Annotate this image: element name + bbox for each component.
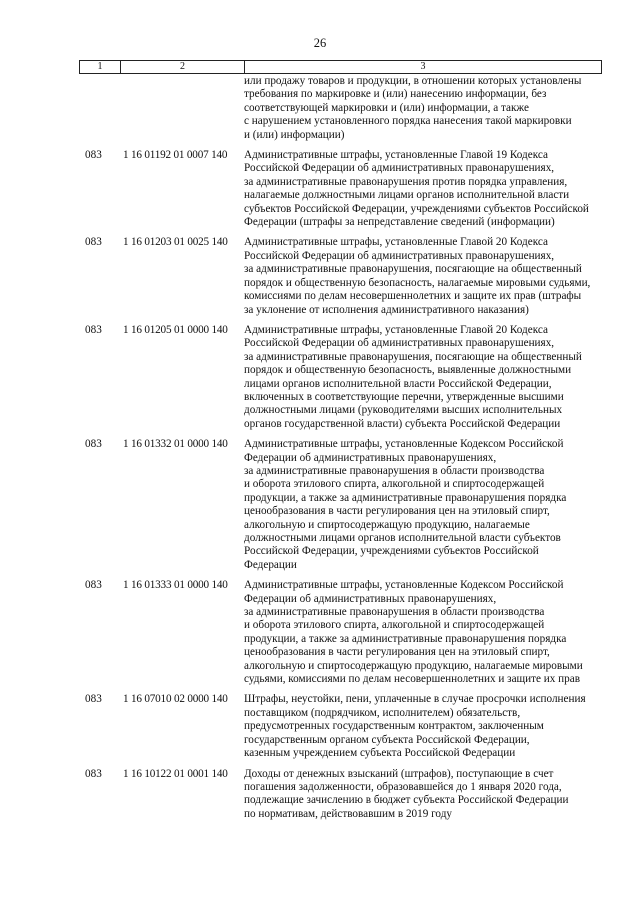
description-line: за административные правонарушения, посягающие на общественный — [244, 263, 582, 276]
header-col-2: 2 — [121, 61, 245, 73]
description-line: Российской Федерации, учреждениями субъектов Российской — [244, 545, 539, 558]
admin-code-cell — [79, 75, 120, 142]
description-line: или продажу товаров и продукции, в отношении которых установлены — [244, 75, 582, 87]
description-line: судьями, комиссиями по делам несовершеннолетних и защите их прав — [244, 673, 581, 686]
description-line: поставщиком (подрядчиком, исполнителем) обязательств, — [244, 706, 521, 719]
admin-code-cell: 083 — [85, 438, 102, 451]
description-line: Доходы от денежных взысканий (штрафов), поступающие в счет — [244, 767, 554, 780]
income-description-cell — [244, 768, 602, 822]
income-description-cell — [244, 693, 602, 760]
description-line: ценообразования в части регулирования цен на этиловый спирт, — [244, 505, 550, 518]
admin-code-cell: 083 — [85, 149, 102, 162]
description-line: и оборота этилового спирта, алкогольной и спиртосодержащей — [244, 619, 545, 632]
description-line: и оборота этилового спирта, алкогольной и спиртосодержащей — [244, 478, 545, 491]
income-description-cell — [244, 579, 602, 686]
table-header — [79, 60, 602, 74]
header-col-1: 1 — [80, 61, 121, 73]
income-description-cell — [244, 324, 602, 431]
description-line: погашения задолженности, образовавшейся до 1 января 2020 года, — [244, 780, 562, 793]
budget-classification-code-cell: 1 16 10122 01 0001 140 — [123, 767, 228, 780]
description-line: Российской Федерации об административных правонарушениях, — [244, 337, 555, 350]
income-description-cell — [244, 438, 602, 572]
table-body — [79, 75, 602, 821]
description-line: алкогольную и спиртосодержащую продукцию, налагаемые — [244, 518, 530, 531]
description-line: Административные штрафы, установленные Кодексом Российской — [244, 438, 564, 451]
income-description-cell — [244, 149, 602, 229]
description-line: продукции, а также за административные правонарушения порядка — [244, 632, 567, 645]
description-line: Федерации — [244, 558, 297, 571]
income-description-cell — [244, 75, 602, 142]
description-line: Федерации об административных правонарушениях, — [244, 592, 497, 605]
description-line: за уклонение от исполнения административного наказания) — [244, 303, 529, 316]
description-line: должностными лицами органов исполнительной власти субъектов — [244, 532, 561, 544]
description-line: продукции, а также за административные правонарушения порядка — [244, 491, 567, 504]
description-line: алкогольную и спиртосодержащую продукцию, налагаемые мировыми — [244, 659, 583, 672]
description-line: за административные правонарушения в области производства — [244, 606, 545, 619]
description-line: налагаемые должностными лицами органов исполнительной власти — [244, 189, 570, 202]
description-line: комиссиями по делам несовершеннолетних и защите их прав (штрафы — [244, 290, 582, 303]
budget-classification-code-cell: 1 16 01332 01 0000 140 — [123, 438, 228, 451]
admin-code-cell: 083 — [85, 693, 102, 706]
admin-code-cell: 083 — [85, 323, 102, 336]
description-line: Штрафы, неустойки, пени, уплаченные в случае просрочки исполнения — [244, 693, 586, 706]
table-row — [79, 579, 602, 686]
description-line: ценообразования в части регулирования цен на этиловый спирт, — [244, 646, 550, 659]
admin-code-cell: 083 — [85, 236, 102, 249]
table-row — [79, 693, 602, 760]
description-line: должностными лицами (руководителями высших исполнительных — [244, 404, 563, 417]
description-line: Административные штрафы, установленные Главой 20 Кодекса — [244, 236, 548, 249]
budget-classification-code-cell: 1 16 01205 01 0000 140 — [123, 323, 228, 336]
income-codes-table — [79, 60, 602, 828]
description-line: предусмотренных государственным контрактом, заключенным — [244, 720, 544, 733]
table-row — [79, 236, 602, 316]
table-row — [79, 438, 602, 572]
table-row — [79, 324, 602, 431]
budget-classification-code-cell — [120, 75, 244, 142]
budget-classification-code-cell: 1 16 01333 01 0000 140 — [123, 579, 228, 592]
header-col-3: 3 — [420, 61, 426, 72]
admin-code-cell: 083 — [85, 767, 102, 780]
description-line: казенным учреждением субъекта Российской Федерации — [244, 747, 516, 760]
description-line: лицами органов исполнительной власти Российской Федерации, — [244, 377, 552, 390]
table-row — [79, 149, 602, 229]
description-line: Административные штрафы, установленные Главой 20 Кодекса — [244, 323, 548, 336]
description-line: за административные правонарушения в области производства — [244, 464, 545, 477]
table-row — [79, 75, 602, 142]
description-line: порядок и общественную безопасность, выявленные должностными — [244, 364, 572, 377]
page-number: 26 — [313, 36, 327, 50]
description-line: за административные правонарушения против порядка управления, — [244, 175, 568, 188]
description-line: по нормативам, действовавшим в 2019 году — [244, 807, 452, 820]
description-line: соответствующей маркировки и (или) информации, а также — [244, 101, 529, 114]
description-line: за административные правонарушения, посягающие на общественный — [244, 350, 582, 363]
description-line: государственным органом субъекта Российской Федерации, — [244, 733, 530, 746]
description-line: Российской Федерации об административных правонарушениях, — [244, 162, 555, 175]
description-line: подлежащие зачислению в бюджет субъекта Российской Федерации — [244, 794, 569, 807]
description-line: Административные штрафы, установленные Кодексом Российской — [244, 579, 564, 592]
description-line: органов государственной власти) субъекта Российской Федерации — [244, 417, 561, 430]
budget-classification-code-cell: 1 16 01203 01 0025 140 — [123, 236, 228, 249]
description-line: Российской Федерации об административных правонарушениях, — [244, 249, 555, 262]
description-line: с нарушением установленного порядка нанесения такой маркировки — [244, 115, 572, 128]
description-line: порядок и общественную безопасность, налагаемые мировыми судьями, — [244, 276, 591, 289]
budget-classification-code-cell: 1 16 01192 01 0007 140 — [123, 149, 228, 162]
admin-code-cell: 083 — [85, 579, 102, 592]
table-row — [79, 768, 602, 822]
description-line: включенных в соответствующие перечни, утвержденные высшими — [244, 390, 564, 403]
description-line: и (или) информации) — [244, 128, 345, 141]
description-line: Федерации об административных правонарушениях, — [244, 451, 497, 464]
description-line: требования по маркировке и (или) нанесению информации, без — [244, 88, 547, 101]
description-line: Федерации (штрафы за непредставление сведений (информации) — [244, 216, 555, 229]
budget-classification-code-cell: 1 16 07010 02 0000 140 — [123, 693, 228, 706]
description-line: субъектов Российской Федерации, учреждениями субъектов Российской — [244, 202, 589, 215]
income-description-cell — [244, 236, 602, 316]
description-line: Административные штрафы, установленные Главой 19 Кодекса — [244, 149, 548, 162]
